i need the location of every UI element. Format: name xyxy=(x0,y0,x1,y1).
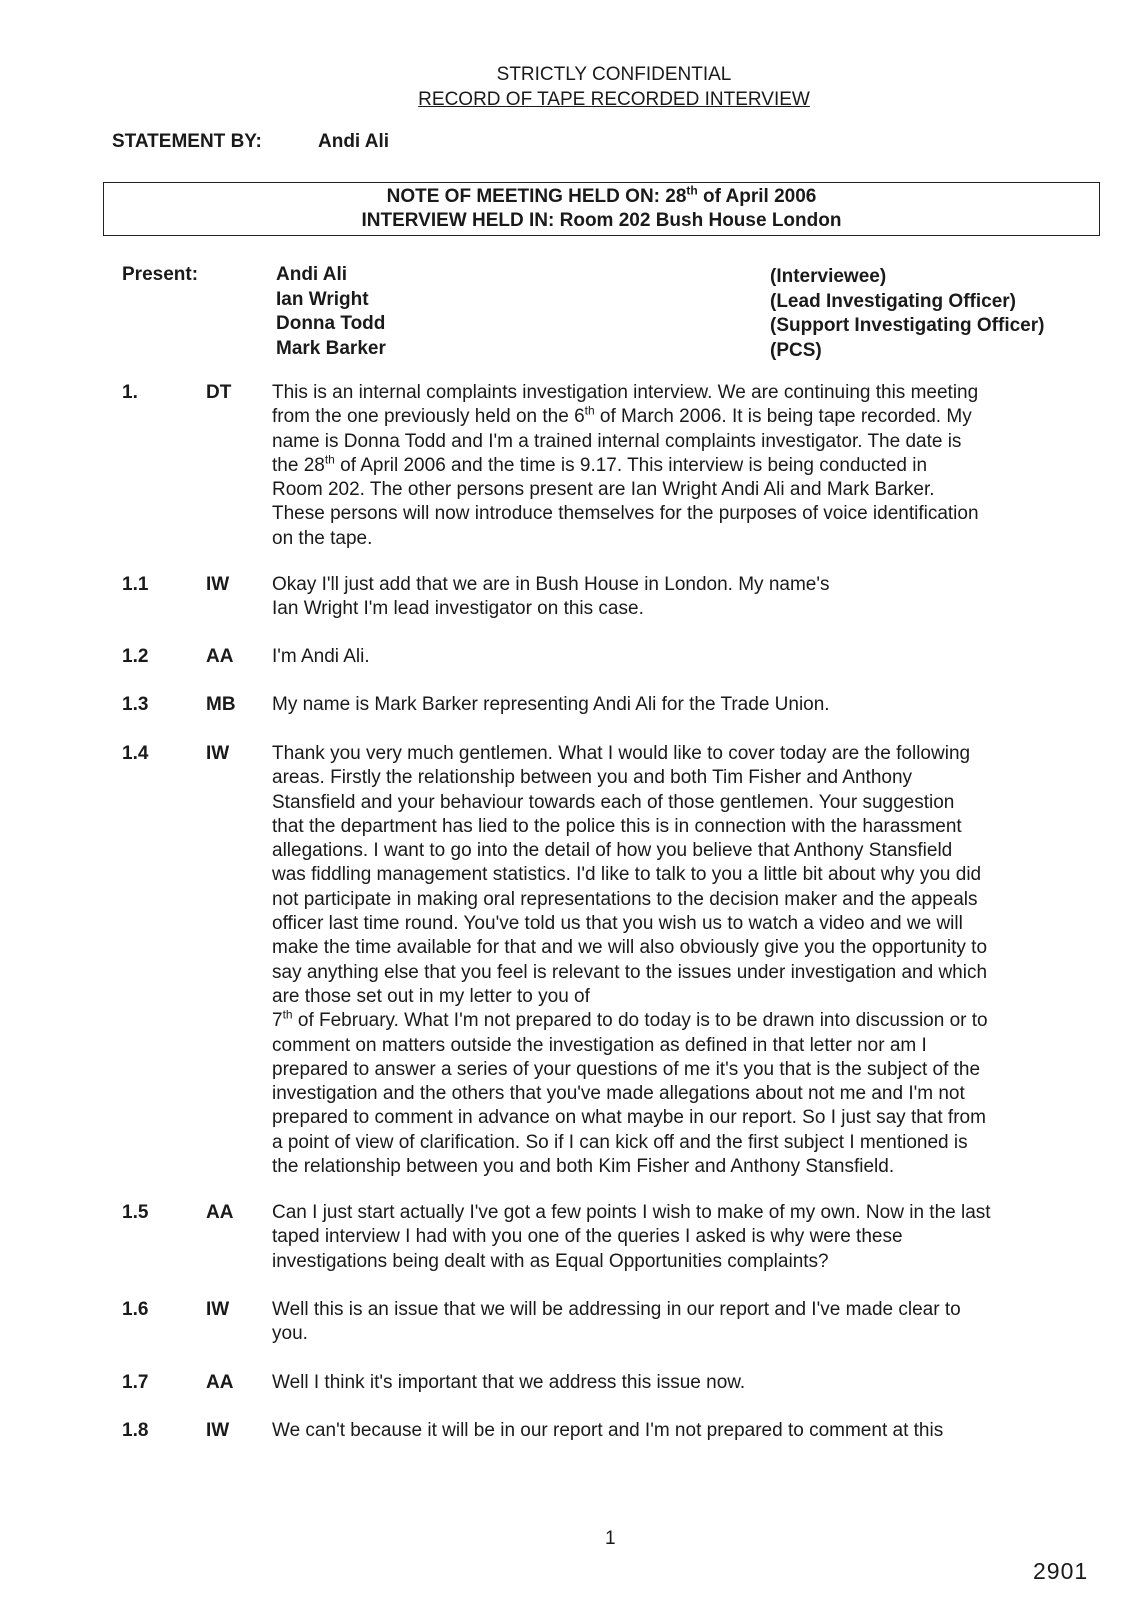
present-roles xyxy=(770,265,1044,363)
entry-text xyxy=(272,645,1092,669)
entry-line: investigation and the others that you've made allegations about not me and I'm not xyxy=(272,1083,965,1105)
meeting-date-day: 28 xyxy=(665,186,687,207)
meeting-date-rest: of April 2006 xyxy=(697,186,817,207)
entry-line: Thank you very much gentlemen. What I would like to cover today are the following xyxy=(272,743,971,764)
entry-number: 1.2 xyxy=(122,646,149,667)
entry-speaker: DT xyxy=(206,382,232,403)
present-name: Mark Barker xyxy=(276,337,386,359)
present-name: Andi Ali xyxy=(276,264,348,285)
entry-line-part: from the one previously held on the 6 xyxy=(272,406,585,428)
entry-speaker: IW xyxy=(206,574,230,595)
entry-line: These persons will now introduce themselves for the purposes of voice identification xyxy=(272,503,979,525)
entry-speaker: MB xyxy=(206,694,236,715)
entry-number: 1. xyxy=(122,382,138,403)
entry-line-part: 7 xyxy=(272,1010,283,1032)
entry-number: 1.8 xyxy=(122,1420,149,1441)
meeting-date-suffix: th xyxy=(686,183,698,198)
entry-text xyxy=(272,1298,1092,1347)
entry-speaker: AA xyxy=(206,1202,234,1223)
entry-text xyxy=(272,573,1092,622)
entry-line: are those set out in my letter to you of xyxy=(272,985,590,1007)
entry-line: Room 202. The other persons present are Ian Wright Andi Ali and Mark Barker. xyxy=(272,479,935,501)
present-role: (Support Investigating Officer) xyxy=(770,315,1045,336)
present-label: Present: xyxy=(122,264,199,285)
entry-speaker: IW xyxy=(206,743,230,764)
entry-line: taped interview I had with you one of the queries I asked is why were these xyxy=(272,1226,903,1248)
entry-line: was fiddling management statistics. I'd like to talk to you a little bit about why you did xyxy=(272,864,982,886)
entry-line: officer last time round. You've told us that you wish us to watch a video and we will xyxy=(272,913,963,935)
meeting-date-line xyxy=(104,183,1099,208)
entry-line-part: of February. What I'm not prepared to do today is to be drawn into discussion or to xyxy=(292,1010,988,1032)
ordinal-suffix: th xyxy=(324,452,335,467)
header-confidential: STRICTLY CONFIDENTIAL xyxy=(496,64,732,85)
meeting-date-label: NOTE OF MEETING HELD ON: xyxy=(386,186,666,207)
entry-line xyxy=(272,1009,1092,1033)
entry-speaker: IW xyxy=(206,1299,230,1320)
entry-text xyxy=(272,1371,1092,1395)
entry-line: Okay I'll just add that we are in Bush House in London. My name's xyxy=(272,574,830,595)
entry-line: name is Donna Todd and I'm a trained internal complaints investigator. The date is xyxy=(272,430,962,452)
entry-line xyxy=(272,454,1092,478)
present-name: Donna Todd xyxy=(276,313,386,334)
entry-line: Well this is an issue that we will be addressing in our report and I've made clear to xyxy=(272,1299,961,1320)
entry-line-part: of March 2006. It is being tape recorded. My xyxy=(594,406,972,428)
entry-line: prepared to answer a series of your questions of me it's you that is the subject of the xyxy=(272,1058,981,1080)
entry-speaker: IW xyxy=(206,1420,230,1441)
interview-location: INTERVIEW HELD IN: Room 202 Bush House London xyxy=(361,210,842,231)
entry-line: say anything else that you feel is relevant to the issues under investigation and which xyxy=(272,961,988,983)
present-names xyxy=(276,263,386,361)
entry-number: 1.1 xyxy=(122,574,149,595)
entry-line: investigations being dealt with as Equal Opportunities complaints? xyxy=(272,1250,829,1272)
ordinal-suffix: th xyxy=(584,403,595,418)
entry-line: you. xyxy=(272,1323,308,1345)
page-number: 1 xyxy=(605,1528,616,1549)
record-title-text: RECORD OF TAPE RECORDED INTERVIEW xyxy=(418,89,810,110)
entry-line: comment on matters outside the investigation as defined in that letter nor am I xyxy=(272,1034,927,1056)
ordinal-suffix: th xyxy=(282,1007,293,1022)
entry-text xyxy=(272,742,1092,1179)
entry-number: 1.3 xyxy=(122,694,149,715)
entry-text xyxy=(272,693,1092,717)
entry-line-part: the 28 xyxy=(272,454,325,476)
entry-line: allegations. I want to go into the detail of how you believe that Anthony Stansfield xyxy=(272,840,953,862)
entry-number: 1.4 xyxy=(122,743,149,764)
entry-line: a point of view of clarification. So if I can kick off and the first subject I mentioned is xyxy=(272,1131,968,1153)
entry-text xyxy=(272,1201,1092,1274)
entry-line: Stansfield and your behaviour towards each of those gentlemen. Your suggestion xyxy=(272,791,955,813)
entry-speaker: AA xyxy=(206,1372,234,1393)
entry-line: not participate in making oral representations to the decision maker and the appeals xyxy=(272,888,978,910)
entry-line: make the time available for that and we will also obviously give you the opportunity to xyxy=(272,937,988,959)
entry-line: Well I think it's important that we address this issue now. xyxy=(272,1372,746,1393)
entry-line: I'm Andi Ali. xyxy=(272,646,370,667)
header-record-title xyxy=(48,89,1132,111)
entry-number: 1.5 xyxy=(122,1202,149,1223)
entry-line: the relationship between you and both Kim Fisher and Anthony Stansfield. xyxy=(272,1156,895,1178)
present-role: (PCS) xyxy=(770,339,822,361)
entry-line xyxy=(272,405,1092,429)
entry-speaker: AA xyxy=(206,646,234,667)
present-role: (Lead Investigating Officer) xyxy=(770,290,1016,312)
statement-name: Andi Ali xyxy=(318,131,390,152)
entry-number: 1.6 xyxy=(122,1299,149,1320)
present-name: Ian Wright xyxy=(276,288,369,310)
entry-line: that the department has lied to the police this is in connection with the harassment xyxy=(272,815,962,837)
entry-line-part: of April 2006 and the time is 9.17. This interview is being conducted in xyxy=(334,454,928,476)
entry-line: We can't because it will be in our report and I'm not prepared to comment at this xyxy=(272,1420,944,1441)
entry-text xyxy=(272,1419,1092,1443)
entry-line: prepared to comment in advance on what maybe in our report. So I just say that from xyxy=(272,1107,986,1129)
entry-line: My name is Mark Barker representing Andi Ali for the Trade Union. xyxy=(272,694,830,715)
entry-number: 1.7 xyxy=(122,1372,149,1393)
meeting-box xyxy=(103,182,1100,236)
entry-line: areas. Firstly the relationship between you and both Tim Fisher and Anthony xyxy=(272,767,913,789)
entry-text xyxy=(272,381,1092,551)
entry-line: Can I just start actually I've got a few points I wish to make of my own. Now in the last xyxy=(272,1202,991,1223)
entry-line: This is an internal complaints investigation interview. We are continuing this meeting xyxy=(272,382,979,403)
entry-line: Ian Wright I'm lead investigator on this case. xyxy=(272,598,644,620)
statement-label: STATEMENT BY: xyxy=(112,131,262,152)
present-role: (Interviewee) xyxy=(770,266,887,287)
entry-line: on the tape. xyxy=(272,527,373,549)
document-number: 2901 xyxy=(1033,1558,1089,1584)
